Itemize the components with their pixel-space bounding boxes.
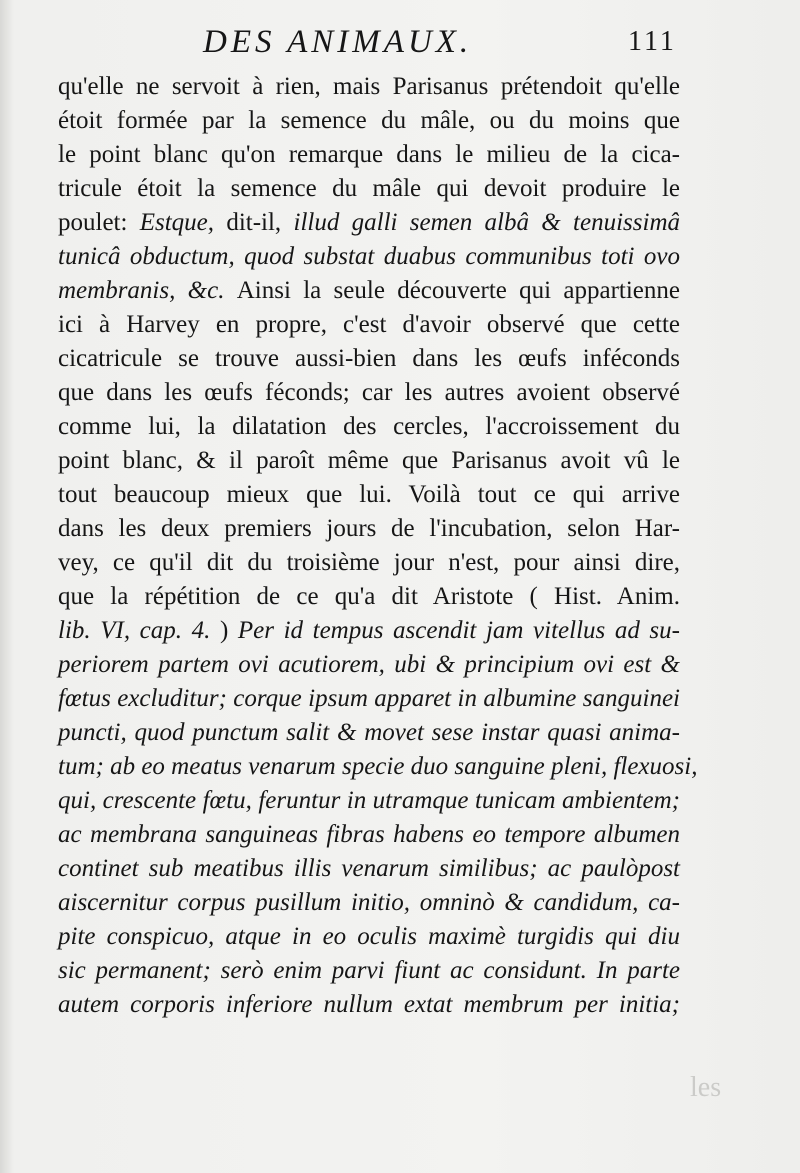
line-text-latin: tunicâ obductum, quod substat duabus communibus toti ovo xyxy=(58,243,680,270)
line-text: cicatricule se trouve aussi-bien dans les œufs inféconds xyxy=(58,345,680,372)
text-line xyxy=(58,682,680,716)
line-text-latin: autem corporis inferiore nullum extat membrum per initia; xyxy=(58,991,680,1018)
text-line xyxy=(58,614,680,648)
line-text: point blanc, & il paroît même que Parisanus avoit vû le xyxy=(58,447,680,474)
line-text: dans les deux premiers jours de l'incubation, selon Har- xyxy=(58,515,680,542)
text-line xyxy=(58,206,680,240)
text-line xyxy=(58,648,680,682)
line-text-latin: pite conspicuo, atque in eo oculis maximè turgidis qui diu xyxy=(58,923,680,950)
line-text-latin: puncti, quod punctum salit & movet sese instar quasi anima- xyxy=(58,719,680,746)
line-text: qu'elle ne servoit à rien, mais Parisanus prétendoit qu'elle xyxy=(58,73,680,100)
line-text: étoit formée par la semence du mâle, ou du moins que xyxy=(58,107,680,134)
text-line xyxy=(58,274,680,308)
line-text-latin: continet sub meatibus illis venarum similibus; ac paulòpost xyxy=(58,855,680,882)
text-line xyxy=(58,750,698,784)
text-line xyxy=(58,138,680,172)
text-line xyxy=(58,580,680,614)
line-text-latin: ac membrana sanguineas fibras habens eo tempore albumen xyxy=(58,821,680,848)
text-line xyxy=(58,104,680,138)
line-text-latin: Estque, xyxy=(139,209,227,236)
line-text-latin: aiscernitur corpus pusillum initio, omninò & candidum, ca- xyxy=(58,889,680,916)
line-text-latin: membranis, &c. xyxy=(58,277,237,304)
line-text: le point blanc qu'on remarque dans le milieu de la cica- xyxy=(58,141,680,168)
text-line xyxy=(58,546,680,580)
line-text-roman: Ainsi la seule découverte qui appartienne xyxy=(236,277,680,304)
line-text-latin: illud galli semen albâ & tenuissimâ xyxy=(293,209,680,236)
running-title: DES ANIMAUX. xyxy=(203,24,473,60)
line-text-latin: qui, crescente fœtu, feruntur in utramque tunicam ambientem; xyxy=(58,787,680,814)
line-text-latin: Per id tempus ascendit jam vitellus ad su- xyxy=(237,617,680,644)
line-text-roman: dit-il, xyxy=(226,209,294,236)
bleed-through-text: les xyxy=(690,1072,722,1103)
text-line xyxy=(58,954,680,988)
line-text-roman: ) xyxy=(219,617,238,644)
line-text-latin: fœtus excluditur; corque ipsum apparet in albumine sanguinei xyxy=(58,685,680,712)
line-text-latin: lib. VI, cap. 4. xyxy=(58,617,220,644)
line-text-latin: sic permanent; serò enim parvi fiunt ac considunt. In parte xyxy=(58,957,680,984)
text-line xyxy=(58,444,680,478)
text-line xyxy=(58,852,680,886)
line-text: que dans les œufs féconds; car les autres avoient observé xyxy=(58,379,680,406)
text-line xyxy=(58,920,680,954)
page-number: 111 xyxy=(628,26,677,57)
text-line xyxy=(58,716,680,750)
line-text: tout beaucoup mieux que lui. Voilà tout ce qui arrive xyxy=(58,481,680,508)
text-line xyxy=(58,886,680,920)
text-line xyxy=(58,240,680,274)
line-text-latin: periorem partem ovi acutiorem, ubi & principium ovi est & xyxy=(58,651,680,678)
text-line xyxy=(58,172,680,206)
text-line xyxy=(58,818,680,852)
line-text: vey, ce qu'il dit du troisième jour n'est, pour ainsi dire, xyxy=(58,549,680,576)
line-text: comme lui, la dilatation des cercles, l'accroissement du xyxy=(58,413,680,440)
line-text: ici à Harvey en propre, c'est d'avoir observé que cette xyxy=(58,311,680,338)
text-line xyxy=(58,308,680,342)
text-line xyxy=(58,784,680,818)
line-text-latin: tum; ab eo meatus venarum specie duo sanguine pleni, flexuosi, xyxy=(58,753,698,780)
text-line xyxy=(58,342,680,376)
line-text: que la répétition de ce qu'a dit Aristote ( Hist. Anim. xyxy=(58,583,680,610)
text-line xyxy=(58,376,680,410)
line-text-roman: poulet: xyxy=(58,209,140,236)
text-line xyxy=(58,70,680,104)
line-text: tricule étoit la semence du mâle qui devoit produire le xyxy=(58,175,680,202)
text-line xyxy=(58,512,680,546)
text-line xyxy=(58,988,680,1022)
text-line xyxy=(58,410,680,444)
text-line xyxy=(58,478,680,512)
